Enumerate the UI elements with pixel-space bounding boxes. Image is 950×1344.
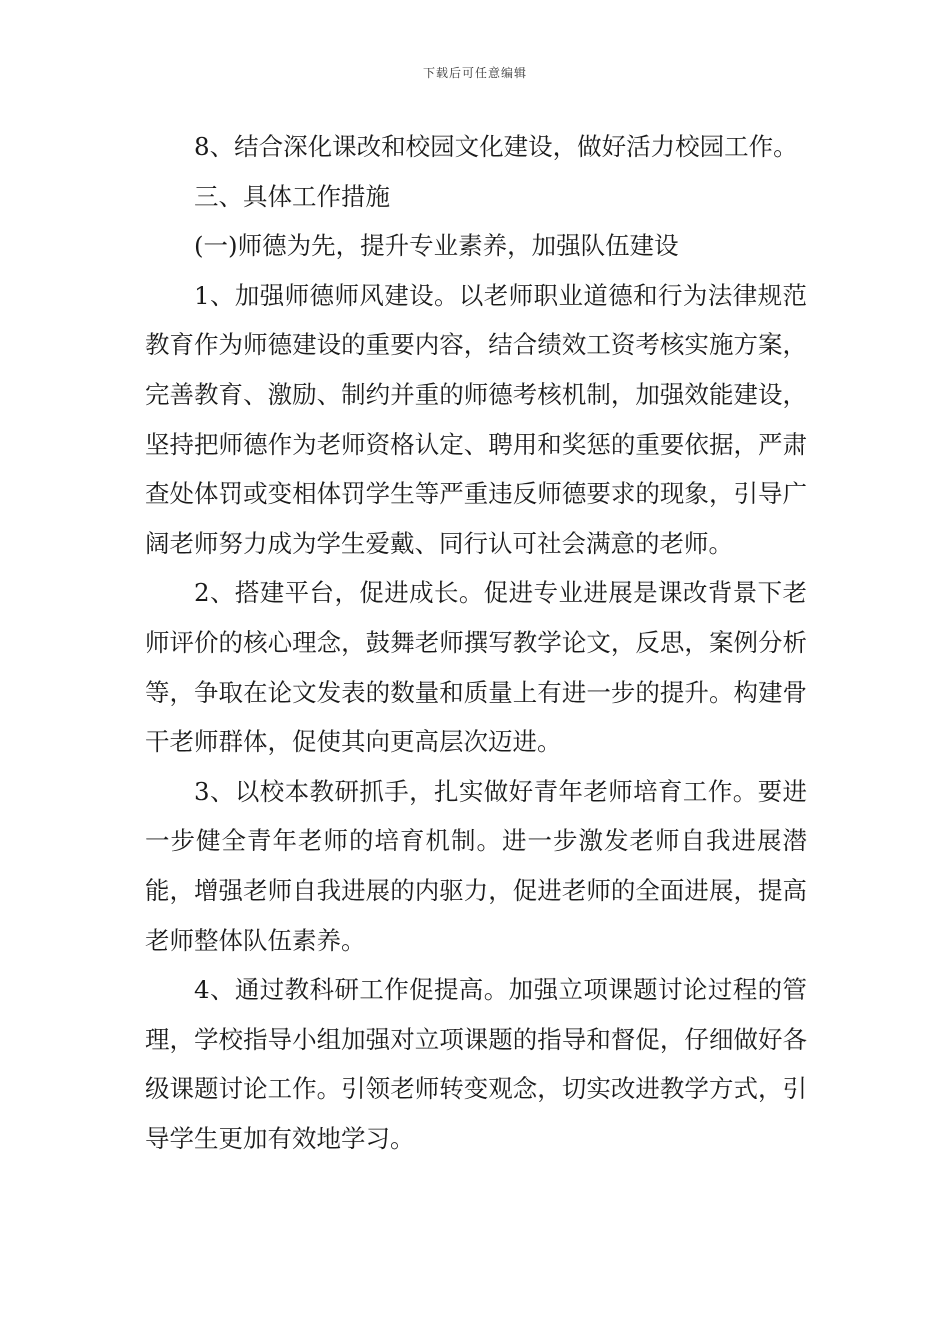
section-heading-measures: 三、具体工作措施	[194, 181, 390, 211]
page-header: 下载后可任意编辑	[422, 66, 527, 80]
paragraph-measure-3: 3、以校本教研抓手，扎实做好青年老师培育工作。要进一步健全青年老师的培育机制。进一步激发老师自我进展潜能，增强老师自我进展的内驱力，促进老师的全面进展，提高老师整体队伍素养。	[145, 776, 807, 955]
paragraph-item-8: 8、结合深化课改和校园文化建设，做好活力校园工作。	[194, 132, 798, 161]
paragraph-measure-1: 1、加强师德师风建设。以老师职业道德和行为法律规范教育作为师德建设的重要内容，结合绩效工资考核实施方案，完善教育、激励、制约并重的师德考核机制，加强效能建设，坚持把师德作为老师资格认定、聘用和奖惩的重要依据，严肃查处体罚或变相体罚学生等严重违反师德要求的现象，引导广阔老师努力成为学生爱戴、同行认可社会满意的老师。	[145, 280, 807, 558]
paragraph-measure-2: 2、搭建平台，促进成长。促进专业进展是课改背景下老师评价的核心理念，鼓舞老师撰写教学论文，反思，案例分析等，争取在论文发表的数量和质量上有进一步的提升。构建骨干老师群体，促使其向更高层次迈进。	[145, 578, 807, 757]
subsection-heading-teacher-ethics: (一)师德为先，提升专业素养，加强队伍建设	[194, 231, 679, 261]
document-body	[145, 122, 807, 1163]
paragraph-measure-4: 4、通过教科研工作促提高。加强立项课题讨论过程的管理，学校指导小组加强对立项课题的指导和督促，仔细做好各级课题讨论工作。引领老师转变观念，切实改进教学方式，引导学生更加有效地学习。	[145, 975, 807, 1153]
